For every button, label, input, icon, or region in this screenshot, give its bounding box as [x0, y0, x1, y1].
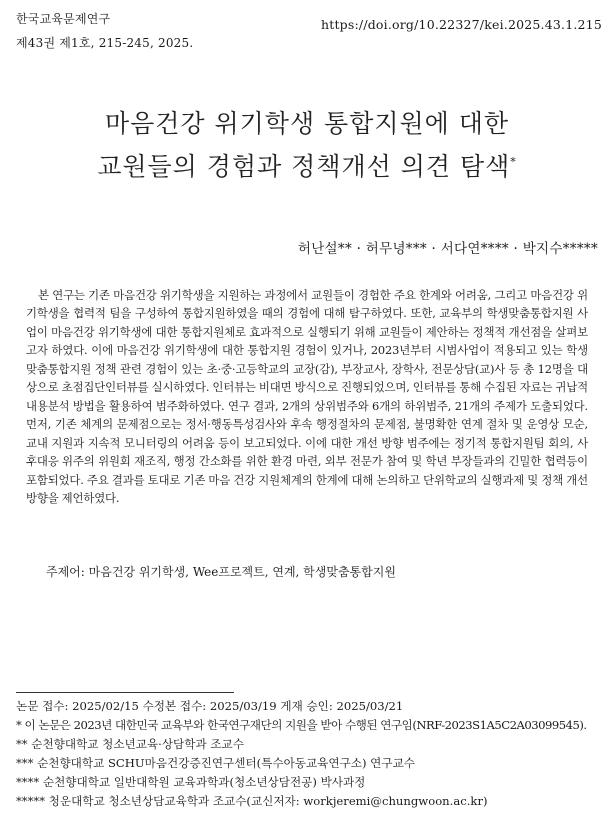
doi-link[interactable]: https://doi.org/10.22327/kei.2025.43.1.215 [320, 17, 602, 32]
paper-title-line1: 마음건강 위기학생 통합지원에 대한 [104, 109, 510, 138]
author-list: 허난설** · 허무녕*** · 서다연**** · 박지수***** [297, 241, 598, 257]
title-footnote-mark: * [510, 155, 517, 169]
keywords: 주제어: 마음건강 위기학생, Wee프로젝트, 연계, 학생맞춤통합지원 [46, 565, 396, 579]
author4-affiliation: ***** 청운대학교 청소년상담교육학과 조교수(교신저자: workjeremi@chungwoon.ac.kr) [16, 794, 488, 808]
submission-dates: 논문 접수: 2025/02/15 수정본 접수: 2025/03/19 게재 승인: 2025/03/21 [16, 699, 404, 713]
author3-affiliation: **** 순천향대학교 일반대학원 교육과학과(청소년상담전공) 박사과정 [16, 775, 366, 789]
footnote-divider [16, 692, 234, 693]
paper-title-line2: 교원들의 경험과 정책개선 의견 탐색* [97, 152, 517, 181]
journal-name: 한국교육문제연구 [16, 12, 111, 26]
funding-note: * 이 논문은 2023년 대한민국 교육부와 한국연구재단의 지원을 받아 수행된 연구임(NRF-2023S1A5C2A03099545). [16, 718, 587, 732]
abstract: 본 연구는 기존 마음건강 위기학생을 지원하는 과정에서 교원들이 경험한 주요 한계와 어려움, 그리고 마음건강 위기학생을 협력적 팀을 구성하여 통합지원하였을 때의 경험에 대해 탐구하였다. 또한, 교육부의 학생맞춤통합지원 사업이 마음건강 위기학생에 대한 통합지원체로 효과적으로 실행되기 위해 교원들이 제안하는 정책적 개선점을 살펴보고자 하였다. 이에 마음건강 위기학생에 대한 통합지원 경험이 있거나, 2023년부터 시범사업이 적용되고 있는 학생맞춤통합지원 정책 관련 경험이 있는 초·중·고등학교의 교장(감), 부장교사, 장학사, 전문상담(교)사 등 총 12명을 대상으로 초점집단인터뷰를 실시하였다. 인터뷰는 비대면 방식으로 진행되었으며, 인터뷰를 통해 수집된 자료는 귀납적 내용분석 방법을 활용하여 범주화하였다. 연구 결과, 2개의 상위범주와 6개의 하위범주, 21개의 주제가 도출되었다. 먼저, 기존 체계의 문제점으로는 정서·행동특성검사와 후속 행정절차의 문제점, 불명확한 연계 절차 및 운영상 모순, 교내 지원과 지속적 모니터링의 어려움 등이 보고되었다. 이에 대한 개선 방향 범주에는 정기적 통합지원팀 회의, 사후대응 위주의 위원회 재조직, 행정 간소화를 위한 환경 마련, 외부 전문가 참여 및 학년 부장들과의 긴밀한 협력등이 포함되었다. 주요 결과를 토대로 기존 마음 건강 지원체계의 한계에 대해 논의하고 단위학교의 실행과제 및 정책 개선 방향을 제언하였다. [26, 288, 588, 505]
author1-affiliation: ** 순천향대학교 청소년교육·상담학과 조교수 [16, 737, 244, 751]
author2-affiliation: *** 순천향대학교 SCHU마음건강증진연구센터(특수아동교육연구소) 연구교수 [16, 756, 415, 770]
volume-info: 제43권 제1호, 215-245, 2025. [16, 36, 194, 50]
